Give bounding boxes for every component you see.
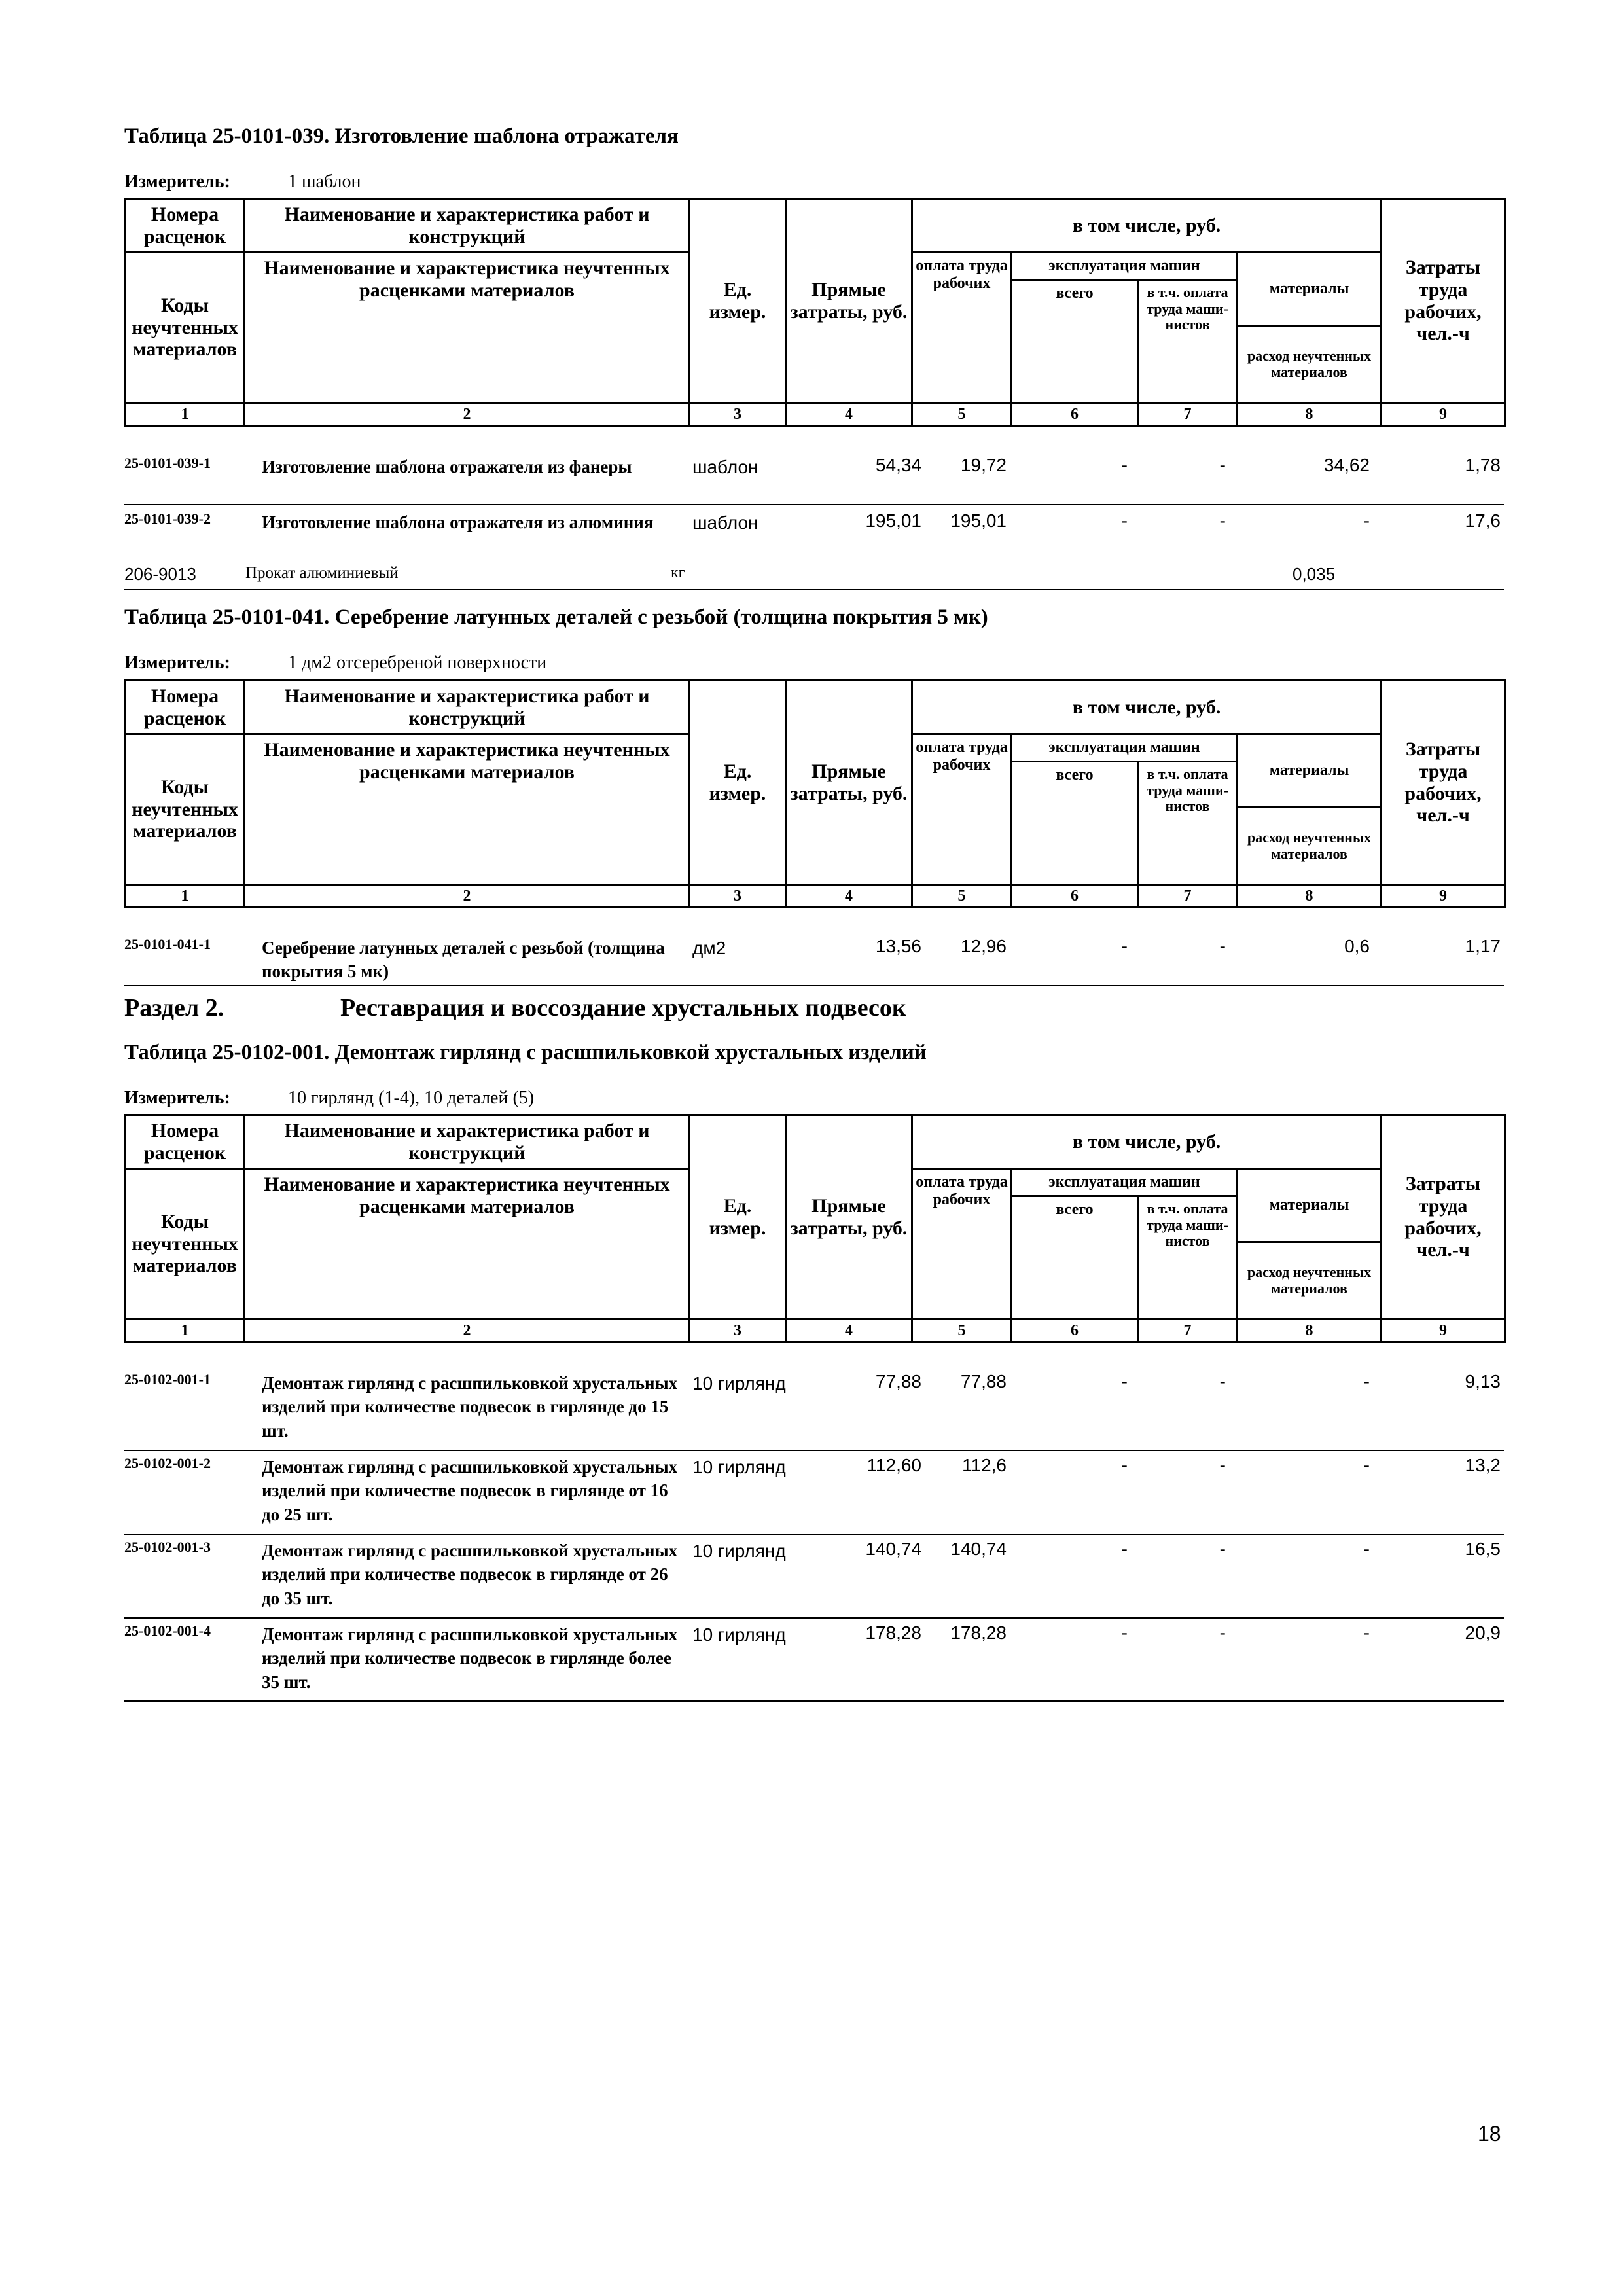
row-name: Демонтаж гирлянд с расшпильковкой хрустальных изделий при количестве подвесок в гирлянде до 15 шт. [262, 1373, 678, 1441]
col-number: 7 [1138, 885, 1238, 908]
header-machines-total: всего [1012, 762, 1138, 885]
row-labor-hours: 13,2 [1465, 1455, 1501, 1475]
row-mach-total: - [1121, 1623, 1128, 1643]
row-mach-labor: - [1219, 1455, 1226, 1475]
header-labor-pay: оплата труда рабочих [912, 253, 1012, 403]
header-materials: материалы [1238, 734, 1382, 808]
table-title: Таблица 25-0101-041. Серебрение латунных деталей с резьбой (толщина покрытия 5 мк) [124, 605, 988, 629]
row-name: Демонтаж гирлянд с расшпильковкой хрустальных изделий при количестве подвесок в гирлянде от 26 до 35 шт. [262, 1541, 678, 1608]
row-unit: 10 гирлянд [692, 1373, 786, 1393]
col-number: 9 [1382, 403, 1505, 426]
row-name: Изготовление шаблона отражателя из фанеры [262, 457, 632, 476]
header-machine-ops: эксплуатация машин [1012, 1169, 1238, 1196]
header-row-number: Номера расценок [126, 199, 245, 253]
section-label: Раздел 2. [124, 994, 224, 1022]
col-number: 2 [245, 1319, 690, 1342]
measure-label: Измеритель: [124, 653, 230, 673]
row-direct: 178,28 [865, 1623, 921, 1643]
material-qty: 0,035 [1293, 564, 1336, 584]
row-labor-hours: 17,6 [1465, 511, 1501, 531]
row-labor-hours: 16,5 [1465, 1539, 1501, 1559]
row-mach-total: - [1121, 1539, 1128, 1559]
row-direct: 54,34 [875, 455, 921, 475]
header-material-names: Наименование и характеристика неучтенных расценками материалов [245, 1169, 690, 1319]
row-labor: 195,01 [950, 511, 1007, 531]
col-number: 6 [1012, 1319, 1138, 1342]
row-labor-hours: 1,17 [1465, 936, 1501, 956]
row-code: 25-0101-041-1 [124, 936, 211, 952]
row-divider [124, 504, 1504, 505]
header-machinist-pay: в т.ч. оплата труда маши-нистов [1138, 280, 1238, 403]
row-materials: - [1363, 511, 1370, 531]
measure-label: Измеритель: [124, 171, 230, 192]
measure-line [124, 1088, 535, 1109]
row-materials: - [1363, 1371, 1370, 1391]
header-direct-costs: Прямые затраты, руб. [786, 199, 912, 403]
header-machine-ops: эксплуатация машин [1012, 253, 1238, 280]
header-unit: Ед. измер. [690, 1115, 786, 1319]
measure-label: Измеритель: [124, 1088, 230, 1108]
col-number: 2 [245, 885, 690, 908]
header-material-codes: Коды неучтенных материалов [126, 1169, 245, 1319]
header-name-works: Наименование и характеристика работ и конструкций [245, 1115, 690, 1169]
material-code: 206-9013 [124, 564, 196, 584]
table-header [124, 679, 1506, 908]
page-number: 18 [1478, 2122, 1501, 2145]
header-material-codes: Коды неучтенных материалов [126, 734, 245, 885]
header-row-number: Номера расценок [126, 681, 245, 734]
header-materials: материалы [1238, 1169, 1382, 1242]
header-labor-costs: Затраты труда рабочих, чел.-ч [1382, 199, 1505, 403]
row-mach-labor: - [1219, 936, 1226, 956]
row-mach-total: - [1121, 511, 1128, 531]
row-name: Демонтаж гирлянд с расшпильковкой хрустальных изделий при количестве подвесок в гирлянде более 35 шт. [262, 1624, 678, 1692]
col-number: 5 [912, 1319, 1012, 1342]
col-number: 8 [1238, 885, 1382, 908]
header-material-usage: расход неучтенных материалов [1238, 808, 1382, 885]
row-direct: 77,88 [875, 1371, 921, 1391]
col-number: 4 [786, 885, 912, 908]
row-unit: шаблон [692, 512, 758, 533]
header-material-names: Наименование и характеристика неучтенных расценками материалов [245, 734, 690, 885]
header-material-names: Наименование и характеристика неучтенных расценками материалов [245, 253, 690, 403]
table-bottom-rule [124, 985, 1504, 986]
row-mach-labor: - [1219, 1623, 1226, 1643]
section-title: Реставрация и воссоздание хрустальных подвесок [340, 994, 906, 1022]
row-direct: 112,60 [866, 1455, 921, 1475]
measure-line [124, 653, 547, 673]
row-code: 25-0102-001-2 [124, 1455, 211, 1471]
row-direct: 13,56 [875, 936, 921, 956]
row-unit: шаблон [692, 457, 758, 477]
measure-line [124, 171, 361, 192]
row-unit: дм2 [692, 938, 726, 958]
col-number: 7 [1138, 403, 1238, 426]
col-number: 3 [690, 403, 786, 426]
header-machines-total: всего [1012, 1196, 1138, 1319]
header-unit: Ед. измер. [690, 199, 786, 403]
row-divider [124, 1534, 1504, 1535]
table-bottom-rule [124, 1700, 1504, 1702]
row-labor: 178,28 [950, 1623, 1007, 1643]
header-machinist-pay: в т.ч. оплата труда маши-нистов [1138, 762, 1238, 885]
row-materials: 34,62 [1323, 455, 1370, 475]
col-number: 5 [912, 885, 1012, 908]
header-material-usage: расход неучтенных материалов [1238, 1242, 1382, 1319]
header-labor-pay: оплата труда рабочих [912, 734, 1012, 885]
row-code: 25-0102-001-3 [124, 1539, 211, 1555]
col-number: 3 [690, 1319, 786, 1342]
header-including: в том числе, руб. [912, 1115, 1382, 1169]
row-labor-hours: 20,9 [1465, 1623, 1501, 1643]
row-divider [124, 1450, 1504, 1451]
row-name: Демонтаж гирлянд с расшпильковкой хрустальных изделий при количестве подвесок в гирлянде от 16 до 25 шт. [262, 1457, 678, 1524]
row-labor: 19,72 [960, 455, 1007, 475]
header-name-works: Наименование и характеристика работ и конструкций [245, 681, 690, 734]
header-direct-costs: Прямые затраты, руб. [786, 1115, 912, 1319]
row-labor-hours: 9,13 [1465, 1371, 1501, 1391]
col-number: 4 [786, 403, 912, 426]
table-bottom-rule [124, 589, 1504, 590]
header-including: в том числе, руб. [912, 681, 1382, 734]
header-direct-costs: Прямые затраты, руб. [786, 681, 912, 885]
header-material-codes: Коды неучтенных материалов [126, 253, 245, 403]
header-unit: Ед. измер. [690, 681, 786, 885]
header-name-works: Наименование и характеристика работ и конструкций [245, 199, 690, 253]
table-header [124, 1114, 1506, 1343]
col-number: 1 [126, 403, 245, 426]
header-including: в том числе, руб. [912, 199, 1382, 253]
col-number: 6 [1012, 885, 1138, 908]
row-mach-total: - [1121, 455, 1128, 475]
col-number: 8 [1238, 403, 1382, 426]
header-machines-total: всего [1012, 280, 1138, 403]
col-number: 6 [1012, 403, 1138, 426]
row-labor: 12,96 [960, 936, 1007, 956]
table-title: Таблица 25-0102-001. Демонтаж гирлянд с расшпильковкой хрустальных изделий [124, 1041, 927, 1064]
row-mach-total: - [1121, 936, 1128, 956]
row-labor-hours: 1,78 [1465, 455, 1501, 475]
row-divider [124, 1617, 1504, 1619]
col-number: 5 [912, 403, 1012, 426]
row-direct: 195,01 [865, 511, 921, 531]
material-unit: кг [671, 564, 685, 581]
row-labor: 140,74 [950, 1539, 1007, 1559]
header-row-number: Номера расценок [126, 1115, 245, 1169]
header-machine-ops: эксплуатация машин [1012, 734, 1238, 762]
table-title: Таблица 25-0101-039. Изготовление шаблона отражателя [124, 124, 679, 148]
row-name: Серебрение латунных деталей с резьбой (толщина покрытия 5 мк) [262, 938, 665, 982]
row-code: 25-0101-039-1 [124, 455, 211, 471]
col-number: 3 [690, 885, 786, 908]
header-machinist-pay: в т.ч. оплата труда маши-нистов [1138, 1196, 1238, 1319]
row-unit: 10 гирлянд [692, 1457, 786, 1477]
measure-value: 10 гирлянд (1-4), 10 деталей (5) [288, 1088, 535, 1108]
row-mach-total: - [1121, 1371, 1128, 1391]
row-materials: - [1363, 1539, 1370, 1559]
table-header [124, 198, 1506, 427]
row-labor: 77,88 [960, 1371, 1007, 1391]
col-number: 2 [245, 403, 690, 426]
col-number: 4 [786, 1319, 912, 1342]
row-mach-labor: - [1219, 511, 1226, 531]
row-code: 25-0102-001-1 [124, 1371, 211, 1388]
row-code: 25-0101-039-2 [124, 511, 211, 527]
row-materials: - [1363, 1455, 1370, 1475]
material-name: Прокат алюминиевый [245, 564, 399, 582]
row-materials: - [1363, 1623, 1370, 1643]
row-code: 25-0102-001-4 [124, 1623, 211, 1639]
col-number: 8 [1238, 1319, 1382, 1342]
col-number: 1 [126, 885, 245, 908]
section-heading [124, 994, 906, 1022]
row-labor: 112,6 [962, 1455, 1007, 1475]
row-unit: 10 гирлянд [692, 1541, 786, 1561]
row-materials: 0,6 [1344, 936, 1370, 956]
measure-value: 1 дм2 отсеребреной поверхности [288, 653, 547, 673]
col-number: 9 [1382, 885, 1505, 908]
row-mach-total: - [1121, 1455, 1128, 1475]
header-material-usage: расход неучтенных материалов [1238, 326, 1382, 403]
row-mach-labor: - [1219, 455, 1226, 475]
row-unit: 10 гирлянд [692, 1624, 786, 1645]
header-labor-costs: Затраты труда рабочих, чел.-ч [1382, 681, 1505, 885]
measure-value: 1 шаблон [288, 171, 361, 192]
row-direct: 140,74 [865, 1539, 921, 1559]
col-number: 7 [1138, 1319, 1238, 1342]
header-labor-costs: Затраты труда рабочих, чел.-ч [1382, 1115, 1505, 1319]
row-mach-labor: - [1219, 1371, 1226, 1391]
row-name: Изготовление шаблона отражателя из алюминия [262, 512, 654, 532]
col-number: 9 [1382, 1319, 1505, 1342]
col-number: 1 [126, 1319, 245, 1342]
header-materials: материалы [1238, 253, 1382, 326]
header-labor-pay: оплата труда рабочих [912, 1169, 1012, 1319]
row-mach-labor: - [1219, 1539, 1226, 1559]
